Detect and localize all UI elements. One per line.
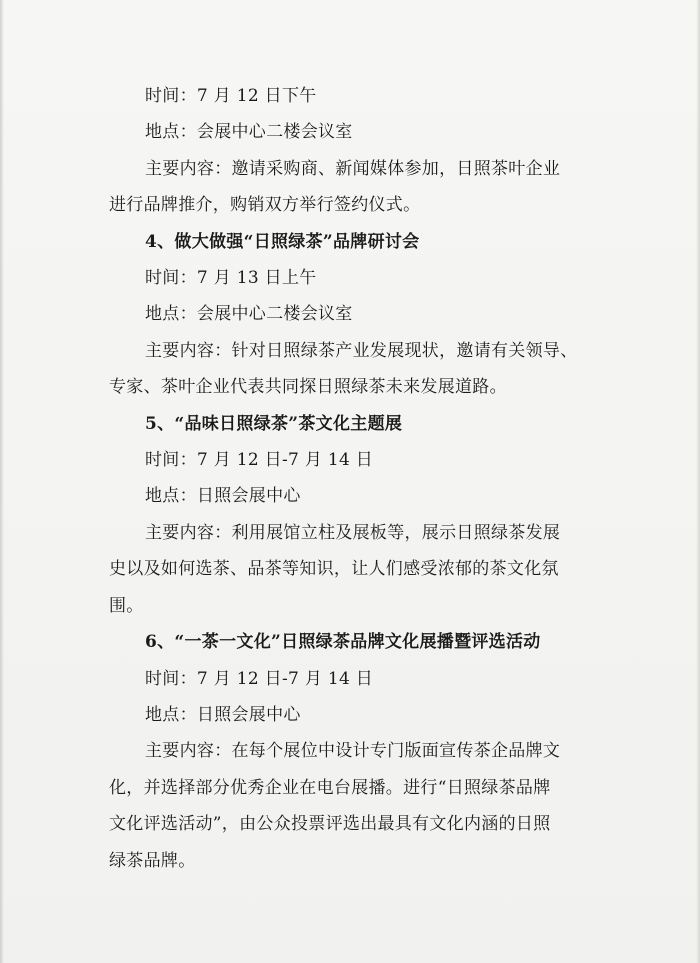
event6-time: 时间：7 月 12 日-7 月 14 日 xyxy=(145,668,374,689)
event5-content-line1: 主要内容：利用展馆立柱及展板等，展示日照绿茶发展 xyxy=(145,522,561,543)
event5-time: 时间：7 月 12 日-7 月 14 日 xyxy=(145,450,374,471)
event6-content-line4: 绿茶品牌。 xyxy=(109,850,196,871)
scan-edge-left xyxy=(0,0,4,963)
event5-location: 地点：日照会展中心 xyxy=(145,486,301,507)
event6-content-line1: 主要内容：在每个展位中设计专门版面宣传茶企品牌文 xyxy=(145,741,561,762)
event4-time: 时间：7 月 13 日上午 xyxy=(145,268,317,289)
event6-content-line3: 文化评选活动”，由公众投票评选出最具有文化内涵的日照 xyxy=(109,814,551,835)
event4-content-line2: 专家、茶叶企业代表共同探日照绿茶未来发展道路。 xyxy=(109,377,507,398)
event3-time: 时间：7 月 12 日下午 xyxy=(145,86,317,106)
event5-heading: 5、“品味日照绿茶”茶文化主题展 xyxy=(145,413,403,434)
document-body xyxy=(109,78,599,879)
event4-content-line1: 主要内容：针对日照绿茶产业发展现状，邀请有关领导、 xyxy=(145,340,578,361)
event3-content-line1: 主要内容：邀请采购商、新闻媒体参加，日照茶叶企业 xyxy=(145,158,561,179)
event3-location: 地点：会展中心二楼会议室 xyxy=(145,122,353,143)
event5-content-line2: 史以及如何选茶、品茶等知识，让人们感受浓郁的茶文化氛 xyxy=(109,559,559,580)
event5-content-line3: 围。 xyxy=(109,595,144,616)
event6-heading: 6、“一茶一文化”日照绿茶品牌文化展播暨评选活动 xyxy=(145,632,541,653)
event4-heading: 4、做大做强“日照绿茶”品牌研讨会 xyxy=(145,231,420,252)
event4-location: 地点：会展中心二楼会议室 xyxy=(145,304,353,325)
scan-edge-right xyxy=(696,0,700,963)
event6-content-line2: 化，并选择部分优秀企业在电台展播。进行“日照绿茶品牌 xyxy=(109,777,551,798)
event3-content-line2: 进行品牌推介，购销双方举行签约仪式。 xyxy=(109,195,421,216)
event6-location: 地点：日照会展中心 xyxy=(145,704,301,725)
